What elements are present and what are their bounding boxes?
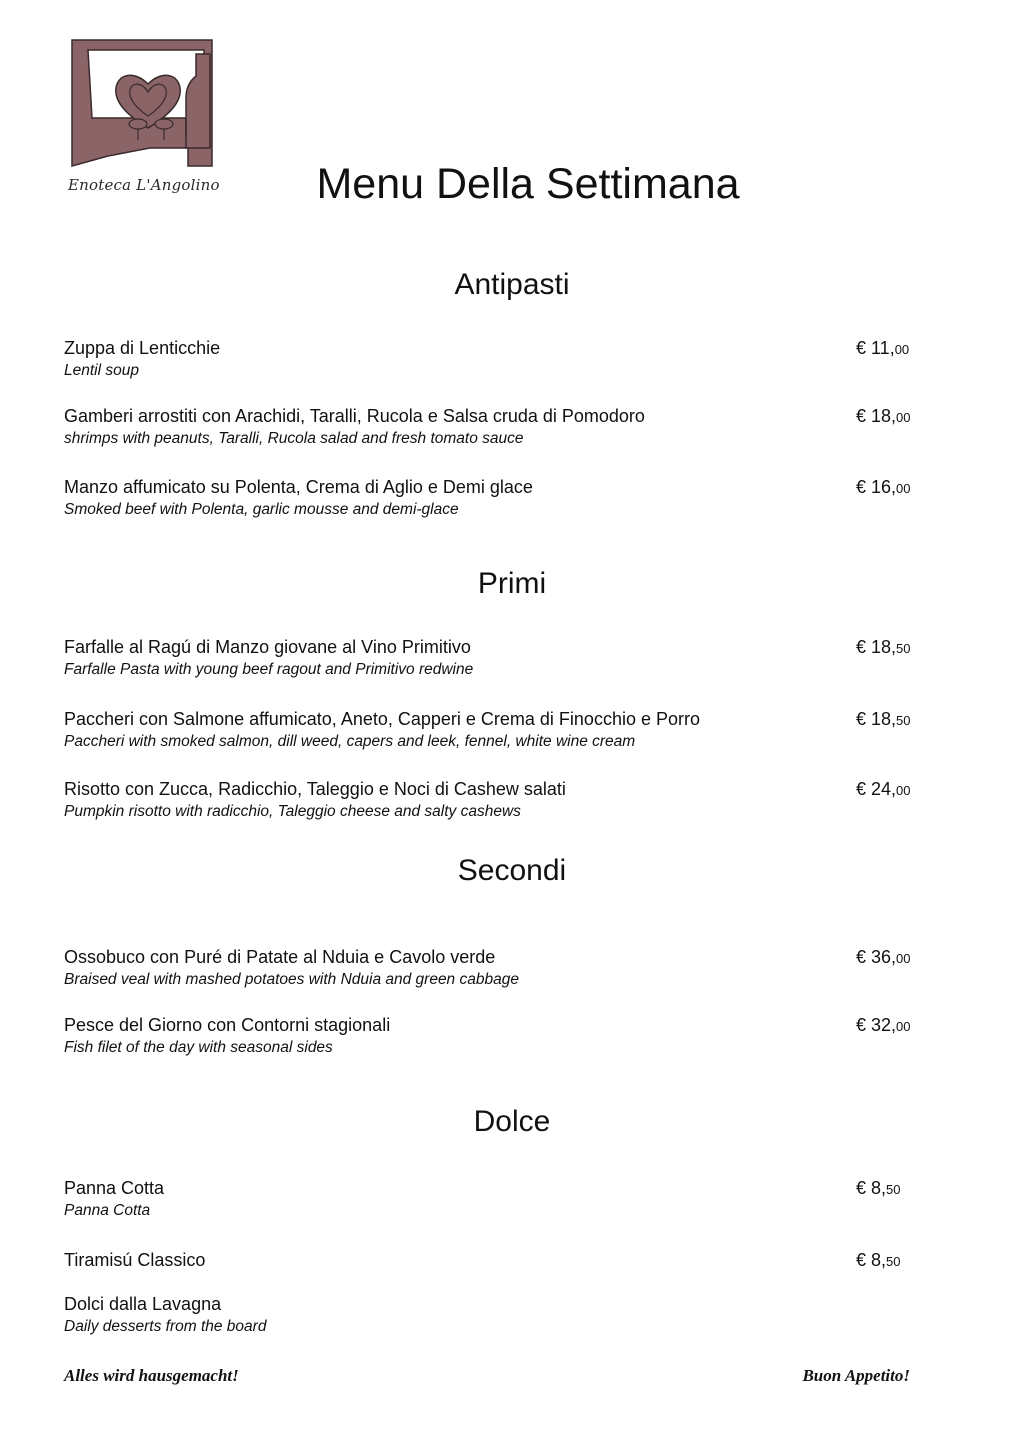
- footer-homemade-note: Alles wird hausgemacht!: [64, 1366, 239, 1385]
- dish-price: € 18,00: [856, 406, 911, 426]
- dish-name: Gamberi arrostiti con Arachidi, Taralli, Rucola e Salsa cruda di Pomodoro: [64, 406, 645, 426]
- dish-name: Risotto con Zucca, Radicchio, Taleggio e Noci di Cashew salati: [64, 779, 566, 799]
- menu-item: [64, 336, 924, 382]
- dish-name: Paccheri con Salmone affumicato, Aneto, Capperi e Crema di Finocchio e Porro: [64, 709, 700, 729]
- dish-name: Manzo affumicato su Polenta, Crema di Aglio e Demi glace: [64, 477, 533, 497]
- dish-description: Daily desserts from the board: [64, 1318, 267, 1335]
- menu-item: [64, 404, 924, 450]
- menu-item: [64, 777, 924, 823]
- dish-name: Ossobuco con Puré di Patate al Nduia e Cavolo verde: [64, 947, 496, 967]
- dish-name: Zuppa di Lenticchie: [64, 338, 221, 358]
- dish-price: € 16,00: [856, 477, 911, 497]
- dish-description: Panna Cotta: [64, 1202, 151, 1219]
- dish-description: Farfalle Pasta with young beef ragout and Primitivo redwine: [64, 661, 474, 678]
- logo-name: Enoteca L'Angolino: [68, 176, 220, 194]
- menu-item: [64, 635, 924, 681]
- enoteca-logo-icon: [68, 36, 218, 171]
- dish-name: Pesce del Giorno con Contorni stagionali: [64, 1015, 391, 1035]
- dish-description: Lentil soup: [64, 362, 139, 379]
- dish-price: € 36,00: [856, 947, 911, 967]
- menu-item: [64, 707, 924, 753]
- dish-price: € 32,00: [856, 1015, 911, 1035]
- dish-description: Pumpkin risotto with radicchio, Taleggio cheese and salty cashews: [64, 803, 521, 820]
- section-title-secondi: Secondi: [457, 854, 567, 887]
- dish-name: Dolci dalla Lavagna: [64, 1294, 222, 1314]
- dish-description: Paccheri with smoked salmon, dill weed, capers and leek, fennel, white wine cream: [64, 733, 636, 750]
- dish-price: € 8,50: [856, 1178, 901, 1198]
- menu-item: [64, 475, 924, 521]
- dish-price: € 11,00: [856, 338, 910, 358]
- section-title-antipasti: Antipasti: [454, 268, 570, 301]
- dish-name: Panna Cotta: [64, 1178, 165, 1198]
- dish-name: Farfalle al Ragú di Manzo giovane al Vino Primitivo: [64, 637, 471, 657]
- dish-description: Fish filet of the day with seasonal sides: [64, 1039, 333, 1056]
- menu-item: [64, 1176, 924, 1222]
- page-title: Menu Della Settimana: [316, 160, 740, 208]
- dish-name: Tiramisú Classico: [64, 1250, 206, 1270]
- dish-description: Braised veal with mashed potatoes with Nduia and green cabbage: [64, 971, 519, 988]
- dish-price: € 18,50: [856, 637, 911, 657]
- menu-item: [64, 1248, 924, 1272]
- footer-greeting: Buon Appetito!: [802, 1366, 910, 1385]
- section-title-dolce: Dolce: [473, 1105, 551, 1138]
- menu-item: [64, 1013, 924, 1059]
- dish-description: shrimps with peanuts, Taralli, Rucola salad and fresh tomato sauce: [64, 430, 524, 447]
- dish-description: Smoked beef with Polenta, garlic mousse and demi-glace: [64, 501, 459, 518]
- dish-price: € 24,00: [856, 779, 911, 799]
- menu-item: [64, 945, 924, 991]
- menu-item: [64, 1292, 924, 1338]
- dish-price: € 18,50: [856, 709, 911, 729]
- section-title-primi: Primi: [477, 567, 547, 600]
- dish-price: € 8,50: [856, 1250, 901, 1270]
